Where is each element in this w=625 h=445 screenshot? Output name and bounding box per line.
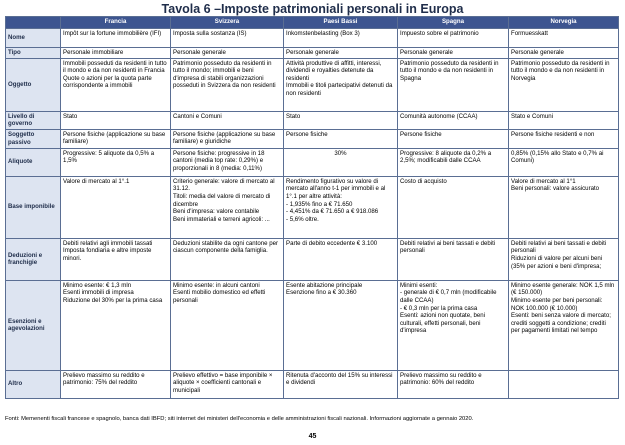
row-nome: [6, 29, 619, 48]
cell-paesi-bassi: [284, 111, 398, 129]
page-title: Tavola 6 –Imposte patrimoniali personali in Europa: [161, 2, 464, 16]
cell-line: - 1,935% fino a € 71.650: [286, 200, 353, 208]
cell-line: Cantoni e Comuni: [173, 112, 222, 120]
cell-norvegia: [509, 238, 619, 280]
cell-line: Rendimento figurativo su valore di mercato all'anno t-1 per immobili e al 1°.1 per altre attività:: [286, 177, 386, 200]
cell-line: Persone fisiche (applicazione su base familiare) e giuridiche: [173, 130, 276, 146]
cell-line: Prelievo massimo su reddito e patrimonio: 60% del reddito: [400, 371, 482, 387]
cell-line: Minimi esenti:: [400, 281, 438, 289]
cell-paesi-bassi: [284, 29, 398, 48]
cell-line: Progressive: 5 aliquote da 0,5% a 1,5%: [63, 149, 155, 165]
cell-line: Esente abitazione principale: [286, 281, 363, 289]
cell-line: Imposta fondiaria e altre imposte minori.: [63, 247, 152, 262]
cell-line: Patrimonio posseduto da residenti in tutto il mondo e da non residenti in Norvegia: [511, 59, 610, 82]
cell-line: Debiti relativi ai beni tassati e debiti personali: [511, 239, 607, 255]
cell-francia: [61, 129, 171, 148]
cell-line: Deduzioni stabilite da ogni cantone per ciascun componente della famiglia.: [173, 239, 279, 255]
cell-line: Imposta sulla sostanza (IS): [173, 30, 247, 37]
cell-francia: [61, 148, 171, 176]
cell-line: Inkomstenbelasting (Box 3): [286, 30, 360, 37]
cell-line: Personale generale: [286, 49, 339, 56]
cell-line: Prelievo massimo su reddito e patrimonio: 75% del reddito: [63, 371, 145, 387]
cell-line: Titoli: media del valore di mercato di dicembre: [173, 192, 271, 208]
cell-line: Quote o azioni per la quota parte corrispondente a immobili: [63, 74, 152, 90]
header-svizzera: Svizzera: [171, 17, 284, 29]
cell-line: Debiti relativi ai beni tassati e debiti personali: [400, 239, 496, 255]
cell-francia: [61, 238, 171, 280]
cell-svizzera: [171, 111, 284, 129]
row-label: Altro: [6, 370, 61, 398]
cell-line: Persone fisiche: [400, 130, 442, 138]
cell-svizzera: [171, 129, 284, 148]
cell-paesi-bassi: [284, 148, 398, 176]
cell-svizzera: [171, 29, 284, 48]
cell-francia: [61, 111, 171, 129]
cell-line: Riduzione del 30% per la prima casa: [63, 296, 163, 304]
cell-line: 0,85% (0,15% allo Stato e 0,7% ai Comuni): [511, 149, 604, 165]
cell-line: Beni immateriali e terreni agricoli: ...: [173, 215, 270, 223]
cell-svizzera: [171, 48, 284, 59]
cell-line: Valore di mercato al 1°1: [511, 177, 576, 185]
row-aliquote: [6, 148, 619, 176]
cell-svizzera: [171, 238, 284, 280]
cell-norvegia: [509, 111, 619, 129]
cell-line: Criterio generale: valore di mercato al 31.12.: [173, 177, 275, 193]
cell-line: Personale generale: [173, 49, 226, 56]
cell-line: Personale immobiliare: [63, 49, 124, 56]
footnote: Fonti: Memenenti fiscali francese e spagnolo, banca dati IBFD; siti internet dei ministeri dell'economia e delle amministrazioni fiscali nazionali. Informazioni aggiornate a gennaio 2020.: [5, 416, 474, 422]
cell-norvegia: [509, 370, 619, 398]
header-norvegia: Norvegia: [509, 17, 619, 29]
row-base: [6, 176, 619, 238]
cell-line: Esenti: beni senza valore di mercato; crediti soggetti a condizione; crediti per pagamenti limitati nel tempo: [511, 312, 611, 335]
cell-line: Immobili posseduti da residenti in tutto il mondo e da non residenti in Francia: [63, 59, 167, 75]
cell-paesi-bassi: [284, 58, 398, 111]
cell-svizzera: [171, 148, 284, 176]
cell-line: Esenti mobilio domestico ed effetti personali: [173, 289, 266, 304]
cell-line: Patrimonio posseduto da residenti in tutto il mondo; immobili e beni d'impresa di stabili organizzazioni posseduti in Svizzera da non residenti: [173, 59, 276, 90]
cell-spagna: [398, 280, 509, 370]
cell-line: Debiti relativi agli immobili tassati: [63, 239, 153, 247]
cell-spagna: [398, 148, 509, 176]
cell-line: Ritenuta d'acconto del 15% su interessi e dividendi: [286, 371, 393, 387]
header-spagna: Spagna: [398, 17, 509, 29]
cell-line: Immobili e titoli partecipativi detenuti da non residenti: [286, 82, 393, 97]
cell-line: Persone fisiche: progressive in 18 cantoni (media top rate: 0,29%) e proporzionali in 8 (media: 0,11%): [173, 149, 265, 172]
cell-line: Personale generale: [400, 49, 453, 56]
cell-line: Persone fisiche: [286, 130, 328, 138]
cell-line: Valore di mercato al 1°.1: [63, 177, 130, 185]
cell-line: Attività produttive di affitti, interessi, dividendi e royalties detenute da residenti: [286, 59, 382, 82]
cell-spagna: [398, 48, 509, 59]
cell-line: Costo di acquisto: [400, 177, 447, 185]
cell-line: Impôt sur la fortune immobilière (IFI): [63, 30, 162, 37]
cell-line: Minimo esente: € 1,3 mln: [63, 281, 132, 289]
tax-table: [5, 16, 619, 399]
cell-line: - 4,451% da € 71.650 a € 918.086: [286, 208, 379, 216]
row-label: Tipo: [6, 48, 61, 59]
cell-norvegia: [509, 129, 619, 148]
cell-norvegia: [509, 148, 619, 176]
cell-line: Minimo esente: in alcuni cantoni: [173, 281, 260, 289]
cell-line: Personale generale: [511, 49, 564, 56]
cell-svizzera: [171, 58, 284, 111]
page-number: 45: [308, 433, 317, 440]
row-deduzioni: [6, 238, 619, 280]
cell-line: Comunità autonome (CCAA): [400, 112, 478, 120]
cell-line: Stato e Comuni: [511, 112, 554, 120]
cell-norvegia: [509, 176, 619, 238]
cell-line: 30%: [334, 149, 347, 157]
cell-paesi-bassi: [284, 176, 398, 238]
cell-paesi-bassi: [284, 238, 398, 280]
cell-line: Beni personali: valore assicurato: [511, 185, 600, 193]
cell-paesi-bassi: [284, 370, 398, 398]
cell-spagna: [398, 238, 509, 280]
row-label: Nome: [6, 29, 61, 48]
row-esenzioni: [6, 280, 619, 370]
cell-spagna: [398, 58, 509, 111]
row-label: Oggetto: [6, 58, 61, 111]
row-label: Livello di governo: [6, 111, 61, 129]
cell-line: - generale di € 0,7 mln (modificabile dalle CCAA): [400, 289, 497, 304]
row-label: Aliquote: [6, 148, 61, 176]
cell-line: - 5,6% oltre.: [286, 215, 319, 223]
cell-svizzera: [171, 370, 284, 398]
cell-paesi-bassi: [284, 280, 398, 370]
cell-line: Patrimonio posseduto da residenti in tutto il mondo e da non residenti in Spagna: [400, 59, 499, 82]
row-livello: [6, 111, 619, 129]
cell-francia: [61, 48, 171, 59]
header-row: [6, 17, 619, 29]
row-label: Soggetto passivo: [6, 129, 61, 148]
cell-francia: [61, 58, 171, 111]
cell-spagna: [398, 129, 509, 148]
cell-line: Progressive: 8 aliquote da 0,2% a 2,5%; modificabili dalle CCAA: [400, 149, 492, 165]
row-label: Esenzioni e agevolazioni: [6, 280, 61, 370]
cell-line: Stato: [63, 112, 78, 120]
cell-line: Esenti immobili di impresa: [63, 289, 134, 297]
cell-spagna: [398, 29, 509, 48]
cell-line: Parte di debito eccedente € 3.100: [286, 239, 378, 247]
cell-line: - € 0,3 mln per la prima casa: [400, 304, 478, 312]
row-altro: [6, 370, 619, 398]
cell-norvegia: [509, 58, 619, 111]
cell-francia: [61, 370, 171, 398]
header-corner: [6, 17, 61, 29]
cell-norvegia: [509, 280, 619, 370]
row-oggetto: [6, 58, 619, 111]
cell-line: Persone fisiche residenti e non: [511, 130, 595, 138]
cell-line: Riduzioni di valore per alcuni beni (35% per azioni e beni d'impresa;: [511, 254, 603, 270]
cell-line: Esenzione fino a € 30.360: [286, 289, 357, 297]
cell-spagna: [398, 111, 509, 129]
cell-line: Stato: [286, 112, 301, 120]
cell-line: Prelievo effettivo = base imponibile × aliquote × coefficienti cantonali e municipali: [173, 371, 273, 394]
cell-line: Minimo esente generale: NOK 1,5 mln (€ 150.000): [511, 281, 615, 297]
row-label: Base imponibile: [6, 176, 61, 238]
cell-line: Beni d'impresa: valore contabile: [173, 208, 260, 216]
cell-svizzera: [171, 280, 284, 370]
row-label: Deduzioni e franchigie: [6, 238, 61, 280]
cell-svizzera: [171, 176, 284, 238]
cell-line: Persone fisiche (applicazione su base familiare): [63, 130, 166, 146]
cell-francia: [61, 29, 171, 48]
cell-line: Formuesskatt: [511, 30, 548, 37]
row-soggetto: [6, 129, 619, 148]
cell-paesi-bassi: [284, 129, 398, 148]
header-francia: Francia: [61, 17, 171, 29]
cell-line: Impuesto sobre el patrimonio: [400, 30, 479, 37]
cell-francia: [61, 280, 171, 370]
cell-spagna: [398, 176, 509, 238]
cell-francia: [61, 176, 171, 238]
cell-paesi-bassi: [284, 48, 398, 59]
header-paesi-bassi: Paesi Bassi: [284, 17, 398, 29]
cell-line: Esenti: azioni non quotate, beni culturali, effetti personali, beni d'impresa: [400, 312, 486, 335]
cell-norvegia: [509, 48, 619, 59]
cell-spagna: [398, 370, 509, 398]
row-tipo: [6, 48, 619, 59]
cell-norvegia: [509, 29, 619, 48]
cell-line: Minimo esente per beni personali: NOK 100.000 (€ 10.000): [511, 296, 603, 312]
